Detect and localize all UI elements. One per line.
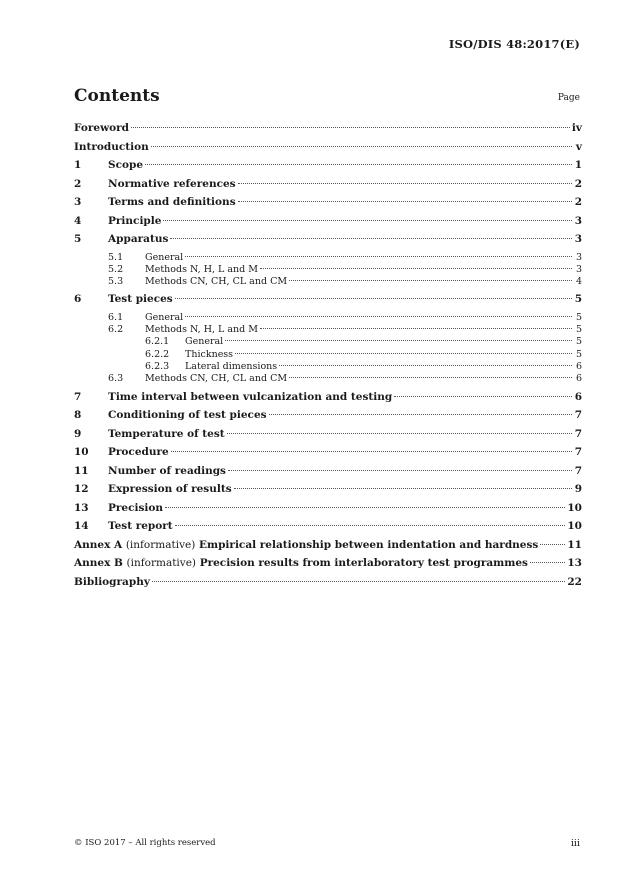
toc-entry-number: 5 [74,233,82,245]
toc-entry-number: 5.3 [108,276,124,288]
dot-leader [289,377,572,378]
toc-entry-title: Introduction [74,140,149,153]
toc-entry-title: Scope [108,159,144,171]
dot-leader [530,562,565,563]
toc-entry-title: Expression of results [108,483,232,496]
toc-entry-title: Normative references [108,177,236,190]
toc-entry-page: iv [571,122,582,134]
toc-entry-title: Conditioning of test pieces [108,409,267,422]
toc-entry-number: 14 [74,520,89,533]
page-column-label: Page [557,93,580,103]
dot-leader [289,280,572,281]
dot-leader [540,544,565,545]
toc-entry-page: 5 [575,348,582,360]
toc-entry[interactable] [74,502,582,521]
toc-entry-number: 11 [74,464,89,477]
toc-entry-number: 4 [74,214,82,227]
toc-entry-title: Bibliography [74,575,150,588]
toc-entry-title: Foreword [74,122,130,134]
toc-entry-title: Lateral dimensions [185,361,278,373]
toc-entry-title: Methods N, H, L and M [145,324,258,336]
toc-entry-page: 3 [575,251,582,263]
toc-entry[interactable] [74,196,582,215]
toc-entry-page: 3 [575,263,582,275]
dot-leader [238,183,572,184]
dot-leader [279,365,572,366]
toc-entry-page: 3 [574,214,582,227]
toc-entry-page: 7 [574,446,582,459]
toc-entry-page: 6 [575,361,582,373]
toc-entry[interactable] [74,557,582,576]
toc-entry-page: 4 [575,276,582,288]
toc-entry[interactable] [74,215,582,234]
toc-entry[interactable] [74,576,582,595]
toc-entry-page: 2 [574,196,582,208]
dot-leader [238,201,572,202]
toc-entry-number: 6 [74,293,82,306]
toc-entry-number: 6.2.1 [145,336,170,348]
toc-entry[interactable] [74,428,582,447]
toc-entry-number: 10 [74,446,89,459]
toc-entry-page: v [575,140,582,153]
toc-entry-title: Methods N, H, L and M [145,263,258,275]
toc-entry-page: 10 [567,520,582,533]
toc-entry-page: 9 [574,483,582,496]
toc-entry-number: 6.1 [108,311,124,323]
toc-entry-page: 5 [575,311,582,323]
toc-entry-page: 6 [574,390,582,403]
toc-entry-title: Precision [108,501,164,514]
toc-entry-page: 5 [574,293,582,306]
dot-leader [228,470,572,471]
dot-leader [145,164,572,165]
toc-entry-page: 22 [567,575,582,588]
toc-entry-page: 2 [574,177,582,190]
toc-entry-title: Procedure [108,446,169,459]
toc-entry-page: 7 [574,409,582,422]
toc-entry-title: Number of readings [108,464,226,477]
toc-entry[interactable] [74,178,582,197]
toc-entry-number: 5.1 [108,251,124,263]
toc-entry-title: Time interval between vulcanization and testing [108,390,393,403]
dot-leader [171,451,572,452]
dot-leader [185,316,572,317]
toc-entry-page: 1 [574,159,582,171]
toc-entry-page: 6 [575,373,582,385]
toc-entry-title: General [145,311,184,323]
toc-entry[interactable] [74,122,582,141]
toc-entry-page: 7 [574,464,582,477]
dot-leader [165,507,565,508]
dot-leader [225,340,572,341]
toc-entry[interactable] [74,312,582,324]
toc-entry[interactable] [74,276,582,288]
toc-entry-number: 7 [74,390,82,403]
annex-title: Empirical relationship between indentation and hardness [198,538,539,551]
toc-entry-number: 12 [74,483,89,496]
table-of-contents [74,122,582,594]
toc-entry-page: 5 [575,324,582,336]
toc-entry-page: 5 [575,336,582,348]
toc-entry-number: 6.2.3 [145,361,170,373]
annex-title: Precision results from interlaboratory test programmes [199,557,528,570]
toc-entry-page: 7 [574,427,582,440]
toc-entry-number: 3 [74,196,82,208]
toc-entry-title: Apparatus [108,233,169,245]
document-id: ISO/DIS 48:2017(E) [448,37,580,51]
toc-entry-number: 1 [74,159,82,171]
toc-entry-number: 9 [74,427,82,440]
dot-leader [234,488,572,489]
page-footer [74,838,580,849]
dot-leader [260,328,572,329]
dot-leader [152,581,565,582]
toc-entry-number: 6.2 [108,324,124,336]
toc-entry-page: 3 [574,233,582,245]
dot-leader [235,353,572,354]
toc-entry-title: Thickness [185,348,234,360]
toc-entry[interactable] [74,324,582,336]
toc-entry[interactable] [74,252,582,264]
dot-leader [175,298,572,299]
annex-note: (informative) [126,557,197,570]
toc-entry-page: 10 [567,501,582,514]
toc-entry-title: Methods CN, CH, CL and CM [145,276,288,288]
toc-entry-page: 13 [567,557,582,570]
toc-entry[interactable] [74,446,582,465]
toc-entry-title: Methods CN, CH, CL and CM [145,373,288,385]
toc-entry-number: 6.3 [108,373,124,385]
toc-entry-number: 2 [74,177,82,190]
dot-leader [227,433,572,434]
dot-leader [131,127,570,128]
toc-entry[interactable] [74,159,582,178]
toc-entry[interactable] [74,141,582,160]
toc-entry[interactable] [74,373,582,385]
toc-entry-title: Terms and definitions [108,196,236,208]
toc-entry-title: Test pieces [108,293,173,306]
toc-entry[interactable] [74,409,582,428]
toc-entry-title: General [185,336,224,348]
toc-entry[interactable] [74,233,582,252]
dot-leader [175,525,566,526]
toc-entry-title: General [145,251,184,263]
toc-entry[interactable] [74,539,582,558]
toc-entry[interactable] [74,361,582,373]
toc-entry-number: 5.2 [108,263,124,275]
dot-leader [163,220,572,221]
toc-entry[interactable] [74,336,582,348]
toc-entry-page: 11 [567,538,582,551]
toc-entry[interactable] [74,293,582,312]
toc-entry-title: Test report [108,520,173,533]
toc-entry-title: Principle [108,214,162,227]
dot-leader [170,238,572,239]
toc-entry-title [74,539,538,551]
toc-entry-number: 8 [74,409,82,422]
annex-note: (informative) [125,538,196,551]
toc-entry-number: 13 [74,501,89,514]
annex-label: Annex A [74,538,123,551]
annex-label: Annex B [74,557,123,570]
page-number: iii [570,838,580,849]
toc-entry-title [74,557,528,569]
toc-entry-number: 6.2.2 [145,348,170,360]
toc-entry[interactable] [74,465,582,484]
toc-entry[interactable] [74,520,582,539]
page-title: Contents [74,86,160,106]
toc-entry[interactable] [74,349,582,361]
dot-leader [269,414,572,415]
dot-leader [151,146,572,147]
toc-entry-title: Temperature of test [108,427,225,440]
toc-entry[interactable] [74,264,582,276]
dot-leader [394,396,572,397]
copyright-notice: © ISO 2017 – All rights reserved [74,838,216,848]
dot-leader [185,256,572,257]
dot-leader [260,268,572,269]
toc-entry[interactable] [74,483,582,502]
toc-entry[interactable] [74,391,582,410]
